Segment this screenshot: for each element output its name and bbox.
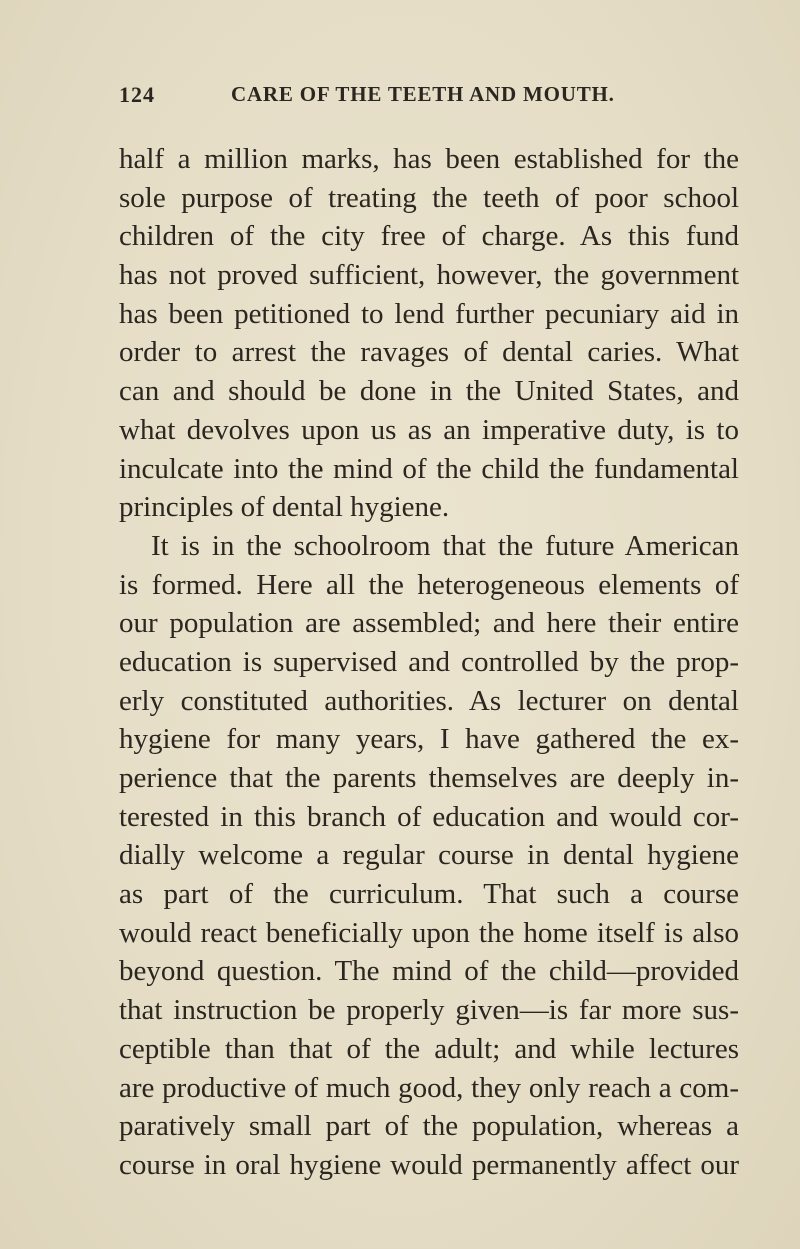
text-line: course in oral hygiene would permanently affect our xyxy=(119,1148,739,1181)
text-line: ceptible than that of the adult; and while lectures xyxy=(119,1032,739,1065)
text-line: would react beneficially upon the home itself is also xyxy=(119,916,739,949)
text-line: are productive of much good, they only reach a com- xyxy=(119,1071,739,1104)
text-line: has not proved sufficient, however, the government xyxy=(119,259,739,292)
text-line: hygiene for many years, I have gathered the ex- xyxy=(119,723,739,756)
text-line: beyond question. The mind of the child—provided xyxy=(119,955,739,988)
running-title: CARE OF THE TEETH AND MOUTH. xyxy=(231,82,615,106)
text-line: can and should be done in the United States, and xyxy=(119,375,739,408)
text-line: terested in this branch of education and would cor- xyxy=(119,800,739,833)
text-line: our population are assembled; and here their entire xyxy=(119,607,739,640)
text-line: sole purpose of treating the teeth of poor school xyxy=(119,181,739,214)
text-line: that instruction be properly given—is far more sus- xyxy=(119,994,739,1027)
text-line: paratively small part of the population, whereas a xyxy=(119,1110,739,1143)
text-line: inculcate into the mind of the child the fundamental xyxy=(119,452,739,485)
running-head xyxy=(119,82,615,116)
text-line: principles of dental hygiene. xyxy=(119,491,450,524)
text-line: erly constituted authorities. As lecturer on dental xyxy=(119,684,739,717)
text-line: perience that the parents themselves are deeply in- xyxy=(119,762,739,794)
text-line: as part of the curriculum. That such a course xyxy=(119,878,739,911)
text-line: is formed. Here all the heterogeneous elements of xyxy=(119,568,739,601)
text-line: dially welcome a regular course in dental hygiene xyxy=(119,839,739,872)
text-line: order to arrest the ravages of dental caries. What xyxy=(119,336,739,369)
text-line: education is supervised and controlled by the prop- xyxy=(119,645,739,678)
body-text xyxy=(119,140,739,1185)
text-line: It is in the schoolroom that the future American xyxy=(151,529,739,562)
text-line: children of the city free of charge. As this fund xyxy=(119,220,739,253)
text-line: what devolves upon us as an imperative duty, is to xyxy=(119,413,739,446)
page-number: 124 xyxy=(119,82,155,107)
text-line: has been petitioned to lend further pecuniary aid in xyxy=(119,297,739,330)
text-line: half a million marks, has been established for the xyxy=(119,143,739,175)
